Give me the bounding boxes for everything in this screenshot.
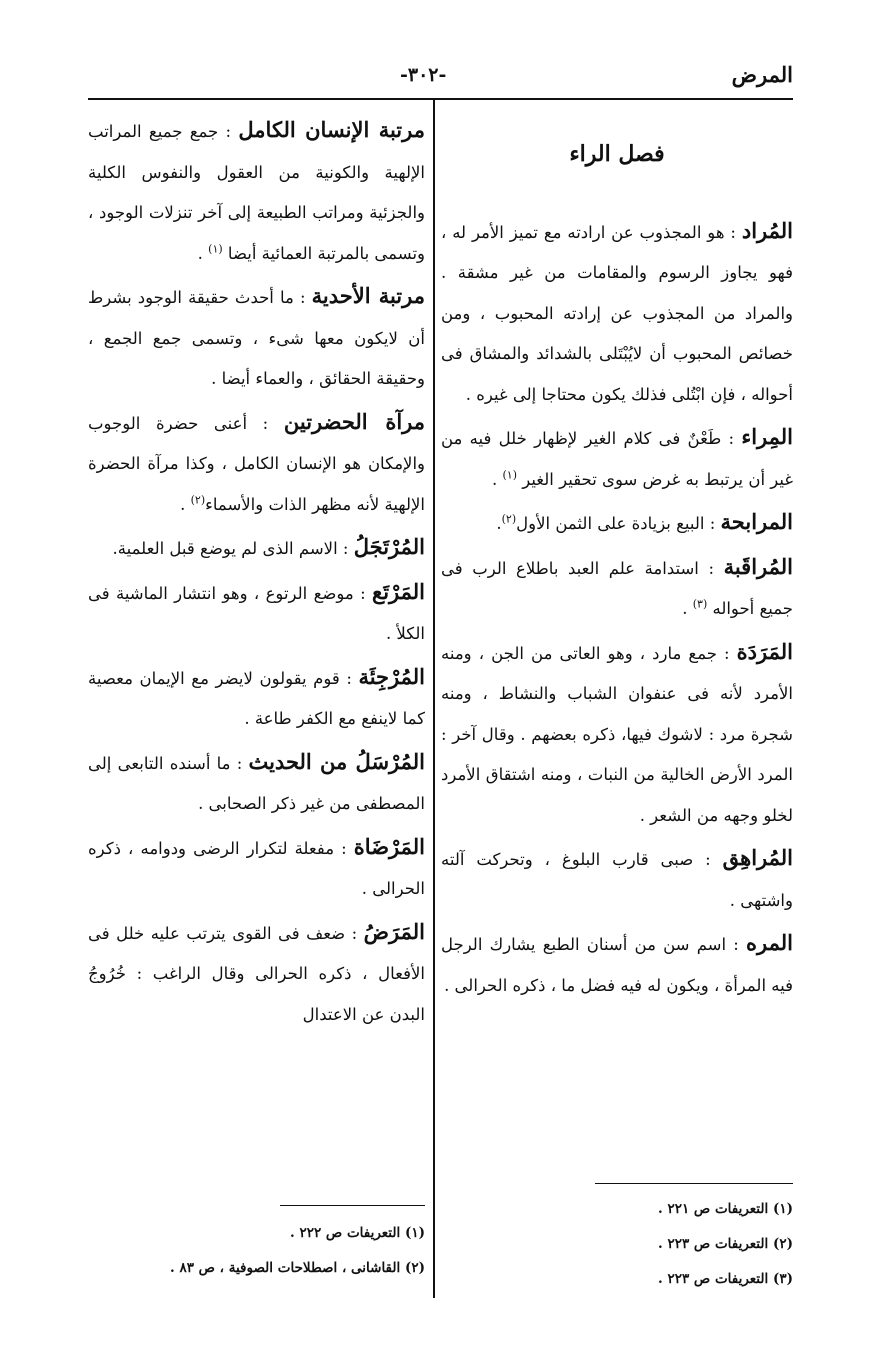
entry-text: : جمع مارد ، وهو العاتى من الجن ، ومنه الأمرد لأنه فى عنفوان الشباب والنشاط ، ومنه شجرة مرد : لاشوك فيها، ذكره بعضهم . وقال آخر : المرد الأرض الخالية من النبات ، ومنه اشتقاق الأمرد لخلو وجهه من الشعر .: [441, 643, 793, 825]
entry: [88, 527, 425, 570]
entry-term: المَرَضُ: [363, 918, 425, 944]
section-title: فصل الراء: [569, 141, 665, 167]
entry-term: المُراد: [741, 217, 793, 243]
footnotes-left: [95, 1216, 425, 1286]
entry-text: : ضعف فى القوى يترتب عليه خلل فى الأفعال ، ذكره الحرالى وقال الراغب : خُرُوجُ البدن عن الاعتدال: [88, 923, 425, 1024]
entry-term: المَرْضَاة: [353, 833, 425, 859]
entry-text: : البيع بزيادة على الثمن الأول: [516, 514, 721, 533]
entry-text: : موضع الرتوع ، وهو انتشار الماشية فى الكلأ .: [88, 583, 425, 643]
entry-text: : أعنى حضرة الوجوب والإمكان هو الإنسان الكامل ، وكذا مرآة الحضرة الإلهية لأنه مظهر الذات والأسماء: [88, 413, 425, 514]
footnote: (١) التعريفات ص ٢٢٢ .: [290, 1225, 425, 1241]
entry-text: : صبى قارب البلوغ ، وتحركت آلته واشتهى .: [441, 850, 793, 910]
entry-term: المُراقَبة: [723, 553, 793, 579]
page-number: -٣٠٢-: [400, 64, 447, 86]
entry: [441, 547, 793, 630]
footnote-rule: [280, 1205, 425, 1206]
entry: [88, 742, 425, 825]
footnote-ref: (٢): [190, 493, 206, 506]
footnote: (٢) القاشانى ، اصطلاحات الصوفية ، ص ٨٣ .: [170, 1260, 425, 1276]
footnote-rule: [595, 1183, 793, 1184]
footnote: (٣) التعريفات ص ٢٢٣ .: [658, 1271, 793, 1287]
entry-text: : ما أسنده التابعى إلى المصطفى من غير ذكر الصحابى .: [88, 753, 425, 813]
entry: [88, 402, 425, 526]
entry-term: المُرْسَلُ من الحديث: [248, 748, 425, 774]
entry-term: المِراء: [741, 424, 793, 449]
entry-text: : ما أحدث حقيقة الوجود بشرط أن لايكون معها شىء ، وتسمى جمع الجمع ، وحقيقة الحقائق ، والعماء أيضا .: [88, 288, 425, 388]
page-header: [88, 62, 793, 96]
entry-text: : استدامة علم العبد باطلاع الرب فى جميع أحواله: [441, 558, 793, 618]
footnote: (٢) التعريفات ص ٢٢٣ .: [658, 1236, 793, 1252]
left-column: [88, 110, 425, 1035]
entry: [88, 572, 425, 655]
entry-term: مرآة الحضرتين: [283, 408, 425, 434]
entry-end: .: [682, 599, 693, 618]
running-title: المرض: [731, 62, 793, 87]
footnote: (١) التعريفات ص ٢٢١ .: [658, 1201, 793, 1217]
entry-term: المرابحة: [720, 509, 793, 534]
entry-end: .: [197, 243, 209, 263]
entry-term: المُرْتَجَلُ: [353, 534, 425, 559]
entry: [441, 502, 793, 545]
entry-end: .: [496, 514, 502, 533]
entry: [88, 912, 425, 1036]
entry: [88, 110, 425, 274]
entry-text: : اسم سن من أسنان الطبع يشارك الرجل فيه المرأة ، ويكون له فيه فضل ما ، ذكره الحرالى .: [441, 935, 793, 995]
entry-term: المَرَدَة: [736, 638, 793, 664]
entry-term: المَرْتَع: [372, 578, 425, 604]
entry-end: .: [180, 494, 191, 514]
footnote-ref: (٢): [501, 512, 517, 526]
entry: [441, 923, 793, 1006]
entry: [88, 276, 425, 400]
header-rule: [88, 98, 793, 100]
footnotes-right: [493, 1192, 793, 1297]
entry-term: المره: [746, 930, 793, 955]
column-divider: [433, 100, 435, 1298]
footnote-ref: (٣): [692, 597, 708, 611]
entry: [441, 632, 793, 837]
entry-text: : هو المجذوب عن ارادته مع تميز الأمر له ، فهو يجاوز الرسوم والمقامات من غير مشقة . والمراد من المجذوب عن إرادته المحبوب ، ومن خصائص المحبوب أن لايُبْتَلى بالشدائد والمشاق فى أحواله ، فإن ابْتُلى فذلك يكون محتاجا إلى غيره .: [441, 222, 793, 404]
entry-end: .: [491, 469, 503, 489]
entry: [441, 211, 793, 416]
entry: [88, 657, 425, 740]
right-column: [441, 102, 793, 1006]
entry-term: مرتبة الأحدية: [311, 283, 425, 308]
entry: [441, 838, 793, 921]
entry-text: : قوم يقولون لايضر مع الإيمان معصية كما لاينفع مع الكفر طاعة .: [88, 668, 425, 728]
entry-text: : مفعلة لتكرار الرضى ودوامه ، ذكره الحرالى .: [88, 838, 425, 898]
entry-text: : جمع جميع المراتب الإلهية والكونية من العقول والنفوس الكلية والجزئية ومراتب الطبيعة إلى آخر تنزلات الوجود ، وتسمى بالمرتبة العمائية أيضا: [88, 122, 425, 263]
entry-term: المُرْجِئَة: [358, 663, 425, 689]
entry: [441, 417, 793, 500]
entry-text: : الاسم الذى لم يوضع قبل العلمية.: [112, 539, 354, 558]
entry-text: : طَعْنٌ فى كلام الغير لإظهار خلل فيه من غير أن يرتبط به غرض سوى تحقير الغير: [441, 429, 793, 489]
footnote-ref: (١): [502, 468, 517, 481]
entry-term: المُراهِق: [722, 845, 793, 870]
entry: [88, 827, 425, 910]
entry-term: مرتبة الإنسان الكامل: [238, 117, 425, 142]
footnote-ref: (١): [208, 242, 223, 255]
